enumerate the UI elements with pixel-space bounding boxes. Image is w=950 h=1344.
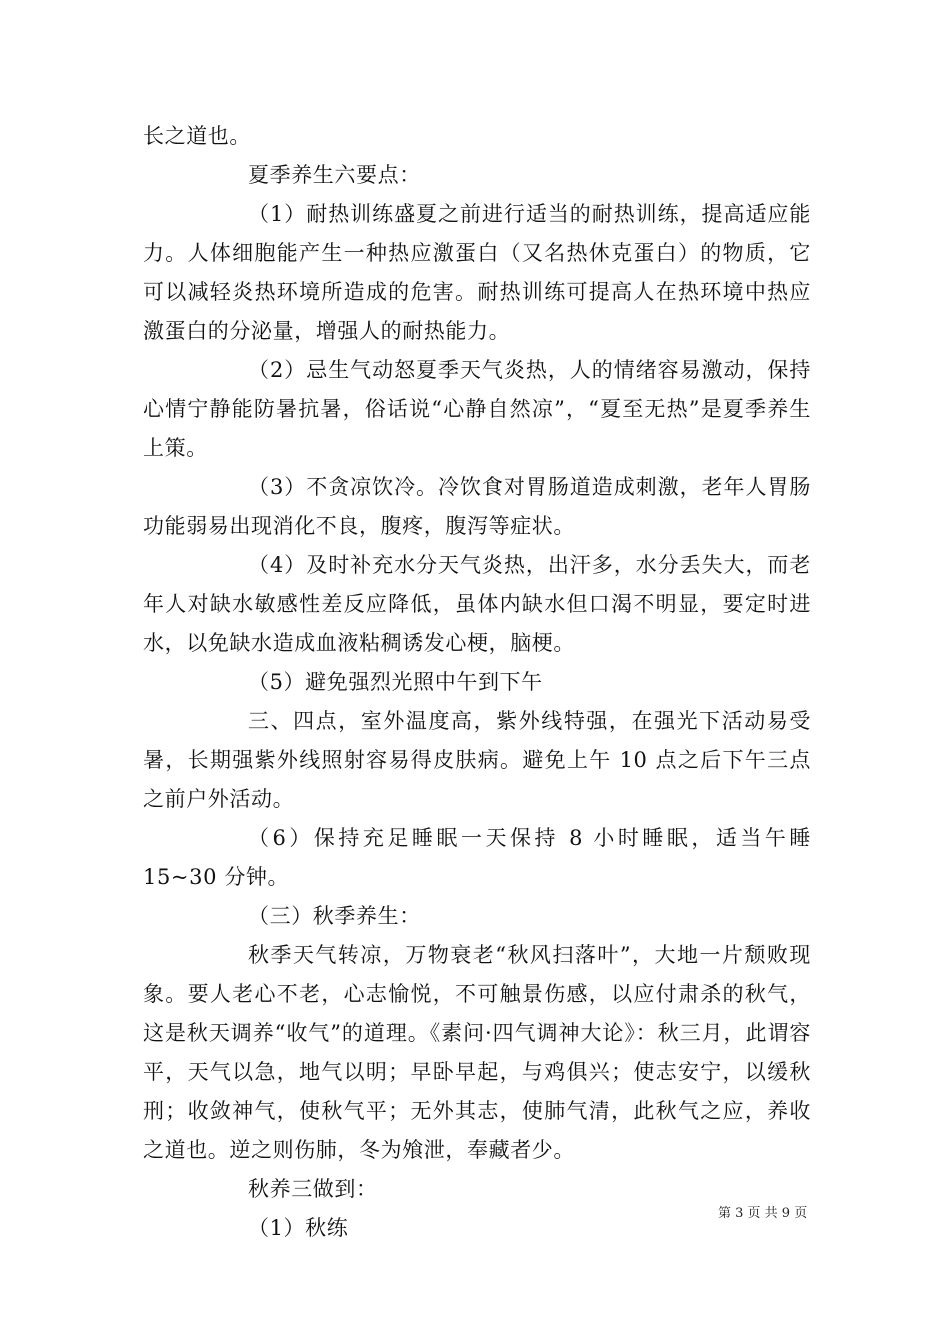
page-number-footer: 第 3 页 共 9 页 xyxy=(718,1206,808,1221)
paragraph-sunlight-detail: 三、四点，室外温度高，紫外线特强，在强光下活动易受暑，长期强紫外线照射容易得皮肤病。避免上午 10 点之后下午三点之前户外活动。 xyxy=(143,709,811,811)
paragraph-avoid-cold-food: （3）不贪凉饮冷。冷饮食对胃肠道造成刺激，老年人胃肠功能弱易出现消化不良，腹疼，腹泻等症状。 xyxy=(143,475,811,538)
paragraph-continuation: 长之道也。 xyxy=(143,124,251,148)
heading-autumn-three-points: 秋养三做到： xyxy=(248,1177,378,1201)
document-body xyxy=(143,117,811,1248)
paragraph-autumn-exercise: （1）秋练 xyxy=(248,1216,349,1240)
paragraph-heat-training: （1）耐热训练盛夏之前进行适当的耐热训练，提高适应能力。人体细胞能产生一种热应激蛋白（又名热休克蛋白）的物质，它可以减轻炎热环境所造成的危害。耐热训练可提高人在热环境中热应激蛋白的分泌量，增强人的耐热能力。 xyxy=(143,202,811,343)
paragraph-sleep: （6）保持充足睡眠一天保持 8 小时睡眠，适当午睡 15~30 分钟。 xyxy=(143,826,811,889)
paragraph-avoid-sunlight: （5）避免强烈光照中午到下午 xyxy=(248,670,543,694)
paragraph-autumn-description: 秋季天气转凉，万物衰老“秋风扫落叶”，大地一片颓败现象。要人老心不老，心志愉悦，不可触景伤感，以应付肃杀的秋气，这是秋天调养“收气”的道理。《素问·四气调神大论》：秋三月，此谓容平，天气以急，地气以明；早卧早起，与鸡俱兴；使志安宁，以缓秋刑；收敛神气，使秋气平；无外其志，使肺气清，此秋气之应，养收之道也。逆之则伤肺，冬为飧泄，奉藏者少。 xyxy=(143,943,811,1162)
heading-summer-six-points: 夏季养生六要点： xyxy=(248,163,421,187)
paragraph-avoid-anger: （2）忌生气动怒夏季天气炎热，人的情绪容易激动，保持心情宁静能防暑抗暑，俗话说“心静自然凉”，“夏至无热”是夏季养生上策。 xyxy=(143,358,811,460)
heading-autumn-health: （三）秋季养生： xyxy=(248,904,421,928)
paragraph-hydration: （4）及时补充水分天气炎热，出汗多，水分丢失大，而老年人对缺水敏感性差反应降低，虽体内缺水但口渴不明显，要定时进水，以免缺水造成血液粘稠诱发心梗，脑梗。 xyxy=(143,553,811,655)
